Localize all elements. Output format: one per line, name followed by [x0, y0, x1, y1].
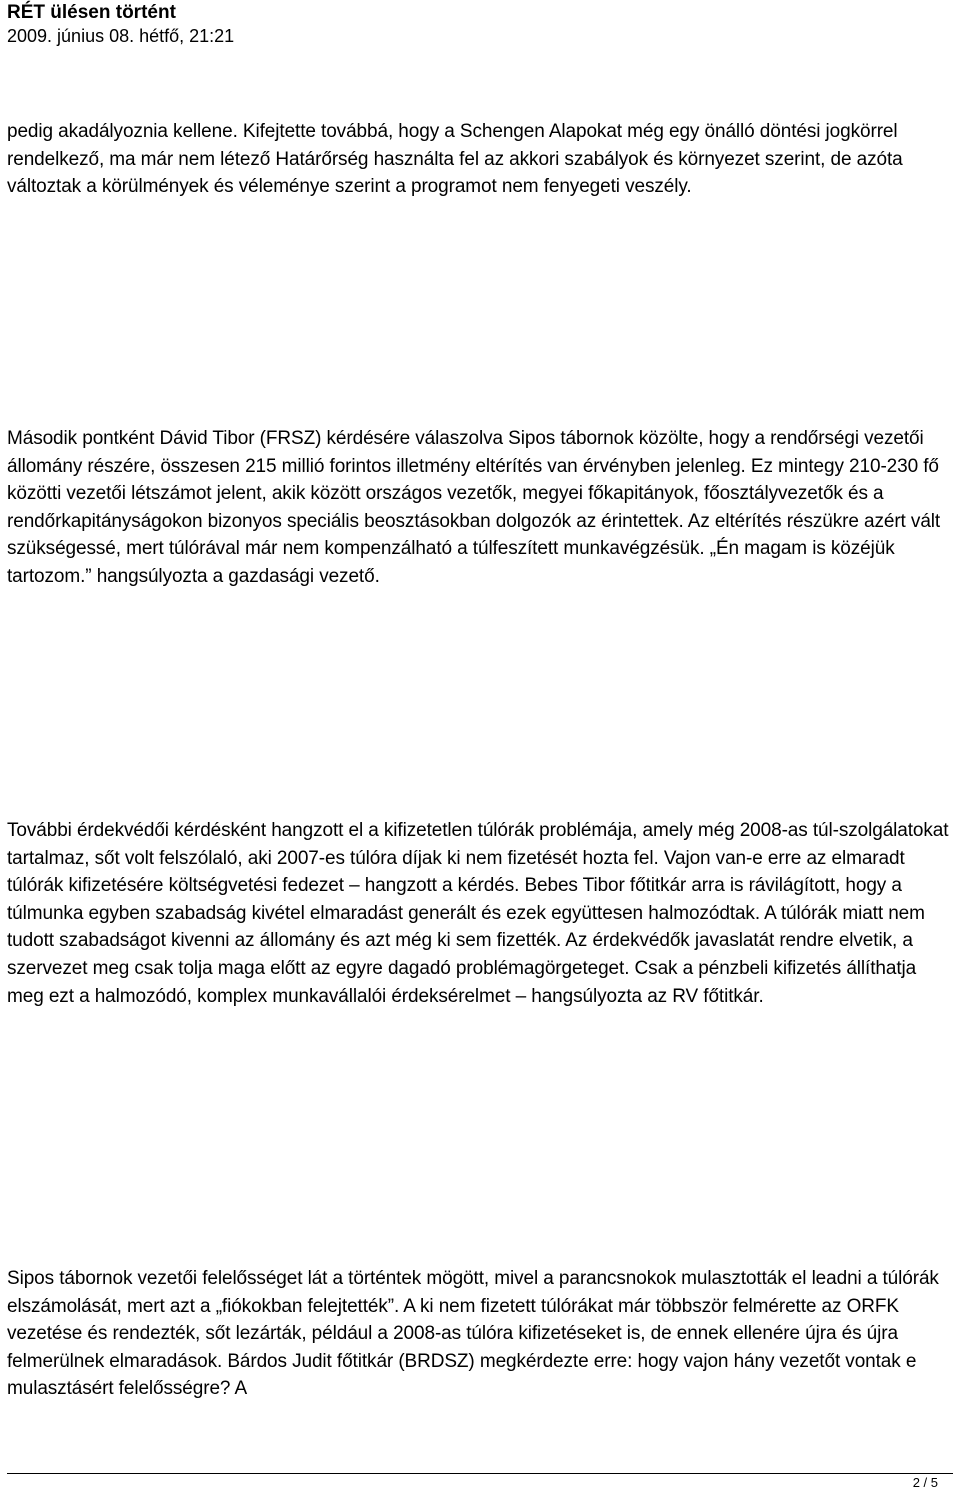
publish-date: 2009. június 08. hétfő, 21:21 [7, 26, 235, 46]
page-title: RÉT ülésen történt [7, 2, 176, 23]
page-number: 2 / 5 [912, 1475, 938, 1490]
article-paragraph-1: pedig akadályoznia kellene. Kifejtette továbbá, hogy a Schengen Alapokat még egy önálló döntési jogkörrel rendelkező, ma már nem létező Határőrség használta fel az akkori szabályok és környezet szerint, de azóta változtak a körülmények és véleménye szerint a programot nem fenyegeti veszély. [7, 121, 903, 198]
document-header [7, 0, 947, 47]
article-paragraph-3: További érdekvédői kérdésként hangzott el a kifizetetlen túlórák problémája, amely még 2008-as túl-szolgálatokat tartalmaz, sőt volt felszólaló, aki 2007-es túlóra díjak ki nem fizetését hozta fel. Vajon van-e erre az elmaradt túlórák kifizetésére költségvetési fedezet – hangzott a kérdés. Bebes Tibor főtitkár arra is rávilágított, hogy a túlmunka egyben szabadság kivétel elmaradást generált és ezek együttesen halmozódtak. A túlórák miatt nem tudott szabadságot kivenni az állomány és azt még ki sem fizették. Az érdekvédők javaslatát rendre elvetik, a szervezet meg csak tolja maga előtt az egyre dagadó problémagörgeteget. Csak a pénzbeli kifizetés állíthatja meg ezt a halmozódó, komplex munkavállalói érdeksérelmet – hangsúlyozta az RV főtitkár. [7, 820, 949, 1007]
article-paragraph-4: Sipos tábornok vezetői felelősséget lát a történtek mögött, mivel a parancsnokok mulasztották el leadni a túlórák elszámolását, mert azt a „fiókokban felejtették”. A ki nem fizetett túlórákat már többször felmérette az ORFK vezetése és rendezték, sőt lezárták, például a 2008-as túlóra kifizetéseket is, de ennek ellenére újra és újra felmerülnek elmaradások. Bárdos Judit főtitkár (BRDSZ) megkérdezte erre: hogy vajon hány vezetőt vontak e mulasztásért felelősségre? A [7, 1268, 939, 1400]
article-paragraph-2: Második pontként Dávid Tibor (FRSZ) kérdésére válaszolva Sipos tábornok közölte, hogy a rendőrségi vezetői állomány részére, összesen 215 millió forintos illetmény eltérítés van érvényben jelenleg. Ez mintegy 210-230 fő közötti vezetői létszámot jelent, akik között országos vezetők, megyei főkapitányok, főosztályvezetők és a rendőrkapitányságokon bizonyos speciális beosztásokban dolgozók az érintettek. Az eltérítés részükre azért vált szükségessé, mert túlórával már nem kompenzálható a túlfeszített munkavégzésük. „Én magam is közéjük tartozom.” hangsúlyozta a gazdasági vezető. [7, 428, 941, 587]
footer-divider [7, 1473, 953, 1474]
